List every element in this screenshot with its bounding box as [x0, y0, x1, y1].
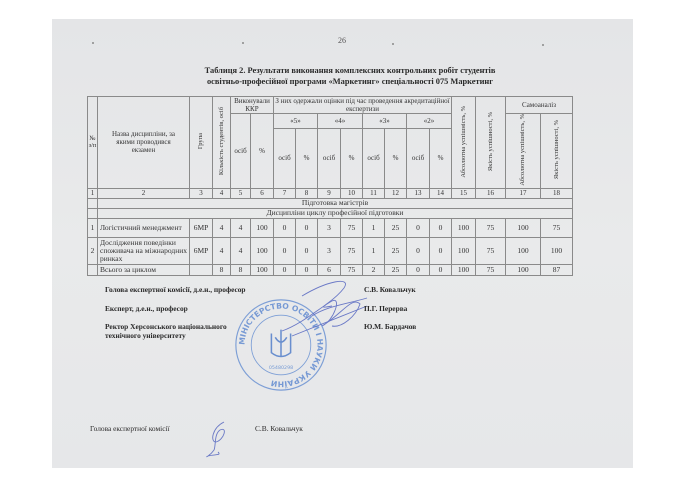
row-group: 6МР	[190, 237, 213, 264]
total-g2: 0	[407, 264, 430, 275]
row-g3-pct: 25	[385, 218, 407, 237]
column-number: 8	[296, 188, 318, 198]
title-line-1: Таблиця 2. Результати виконання комплексних контрольних робіт студентів	[204, 66, 496, 75]
header-persons: осіб	[274, 129, 296, 188]
row-g5: 0	[274, 218, 296, 237]
column-number: 14	[430, 188, 452, 198]
row-self-abs: 100	[506, 218, 541, 237]
row-group: 6МР	[190, 218, 213, 237]
signature-name: С.В. Ковальчук	[364, 285, 416, 294]
row-num: 1	[88, 218, 98, 237]
column-number: 2	[98, 188, 190, 198]
row-g3: 1	[363, 218, 385, 237]
table-title	[180, 66, 520, 87]
column-number: 7	[274, 188, 296, 198]
total-row	[88, 264, 573, 275]
row-self-abs: 100	[506, 237, 541, 264]
header-grade-3: «3»	[363, 114, 407, 129]
total-self-quality: 87	[541, 264, 573, 275]
header-students: Кількість студентів, осіб	[213, 97, 231, 189]
signature-role: Експерт, д.е.н., професор	[105, 304, 188, 313]
row-g3-pct: 25	[385, 237, 407, 264]
stamp-text: МІНІСТЕРСТВО ОСВІТИ І НАУКИ УКРАЇНИ	[237, 301, 325, 389]
total-g5: 0	[274, 264, 296, 275]
header-self-analysis: Самоаналіз	[506, 97, 573, 114]
row-num: 2	[88, 237, 98, 264]
title-line-2: освітньо-професійної програми «Маркетинг» спеціальності 075 Маркетинг	[206, 76, 494, 86]
total-done-pct: 100	[251, 264, 274, 275]
row-students: 4	[213, 218, 231, 237]
total-g3: 2	[363, 264, 385, 275]
footer-signature-name: С.В. Ковальчук	[255, 424, 303, 433]
signature-footer	[202, 420, 232, 460]
total-quality: 75	[476, 264, 506, 275]
row-done-pct: 100	[251, 237, 274, 264]
total-done: 8	[231, 264, 251, 275]
header-persons: осіб	[407, 129, 430, 188]
empty-cell	[88, 198, 98, 208]
header-persons: осіб	[318, 129, 341, 188]
row-g2-pct: 0	[430, 218, 452, 237]
scan-mark	[542, 44, 544, 46]
column-number: 6	[251, 188, 274, 198]
row-done: 4	[231, 237, 251, 264]
header-grade-4: «4»	[318, 114, 363, 129]
row-g4: 3	[318, 237, 341, 264]
row-g4: 3	[318, 218, 341, 237]
row-g2-pct: 0	[430, 237, 452, 264]
row-self-quality: 75	[541, 218, 573, 237]
row-g2: 0	[407, 218, 430, 237]
row-abs: 100	[452, 237, 476, 264]
row-done-pct: 100	[251, 218, 274, 237]
row-group	[190, 264, 213, 275]
row-students: 4	[213, 237, 231, 264]
column-number: 13	[407, 188, 430, 198]
scan-mark	[392, 43, 394, 45]
header-pct: %	[341, 129, 363, 188]
signature-role: Ректор Херсонського національного технічного університету	[105, 322, 227, 340]
total-g4: 6	[318, 264, 341, 275]
signature-name: П.Г. Перерва	[364, 304, 408, 313]
section-title: Підготовка магістрів	[98, 198, 573, 208]
total-g4-pct: 75	[341, 264, 363, 275]
column-number: 3	[190, 188, 213, 198]
results-table	[87, 96, 573, 276]
column-number: 5	[231, 188, 251, 198]
row-g4-pct: 75	[341, 237, 363, 264]
header-num: № з/п	[88, 97, 98, 189]
column-number: 17	[506, 188, 541, 198]
header-quality-success: Якість успішності, %	[476, 97, 506, 189]
signature-role: Голова експертної комісії, д.е.н., професор	[105, 285, 246, 294]
header-grade-5: «5»	[274, 114, 318, 129]
header-completed: Виконували ККР	[231, 97, 274, 114]
total-self-abs: 100	[506, 264, 541, 275]
row-g5: 0	[274, 237, 296, 264]
header-discipline: Назва дисципліни, за якими проводився екзамен	[98, 97, 190, 189]
header-self-quality: Якість успішності, %	[541, 114, 573, 189]
subsection-title: Дисципліни циклу професійної підготовки	[98, 208, 573, 218]
row-g5-pct: 0	[296, 237, 318, 264]
row-g2: 0	[407, 237, 430, 264]
column-number: 18	[541, 188, 573, 198]
row-g5-pct: 0	[296, 218, 318, 237]
total-g2-pct: 0	[430, 264, 452, 275]
column-number: 15	[452, 188, 476, 198]
header-persons: осіб	[363, 129, 385, 188]
column-number: 10	[341, 188, 363, 198]
header-abs-success: Абсолютна успішність, %	[452, 97, 476, 189]
scan-mark	[242, 42, 244, 44]
column-number: 4	[213, 188, 231, 198]
header-self-abs: Абсолютна успішність, %	[506, 114, 541, 189]
scan-mark	[92, 42, 94, 44]
total-g3-pct: 25	[385, 264, 407, 275]
column-number: 11	[363, 188, 385, 198]
row-g3: 1	[363, 237, 385, 264]
header-grades-group: З них одержали оцінки під час проведення акредитаційної експертизи	[275, 97, 450, 113]
total-g5-pct: 0	[296, 264, 318, 275]
total-students: 8	[213, 264, 231, 275]
header-completed-persons: осіб	[231, 114, 251, 189]
signature-name: Ю.М. Бардачов	[364, 322, 417, 331]
row-abs: 100	[452, 218, 476, 237]
header-pct: %	[385, 129, 407, 188]
row-done: 4	[231, 218, 251, 237]
column-number: 12	[385, 188, 407, 198]
page-number: 26	[338, 36, 346, 45]
footer-signature-role: Голова експертної комісії	[90, 424, 170, 433]
header-pct: %	[296, 129, 318, 188]
empty-cell	[88, 208, 98, 218]
row-discipline: Дослідження поведінки споживача на міжнародних ринках	[98, 237, 190, 264]
column-number-row	[88, 188, 573, 198]
column-number: 9	[318, 188, 341, 198]
header-group: Група	[190, 97, 213, 189]
row-quality: 75	[476, 218, 506, 237]
column-number: 16	[476, 188, 506, 198]
header-grade-2: «2»	[407, 114, 452, 129]
header-pct: %	[430, 129, 452, 188]
column-number: 1	[88, 188, 98, 198]
total-abs: 100	[452, 264, 476, 275]
row-num	[88, 264, 98, 275]
row-quality: 75	[476, 237, 506, 264]
header-completed-pct: %	[251, 114, 274, 189]
row-self-quality: 100	[541, 237, 573, 264]
total-label: Всього за циклом	[98, 264, 190, 275]
row-discipline: Логістичний менеджмент	[98, 218, 190, 237]
table-row	[88, 218, 573, 237]
table-row	[88, 237, 573, 264]
stamp-code: 05480298	[268, 366, 294, 371]
row-g4-pct: 75	[341, 218, 363, 237]
